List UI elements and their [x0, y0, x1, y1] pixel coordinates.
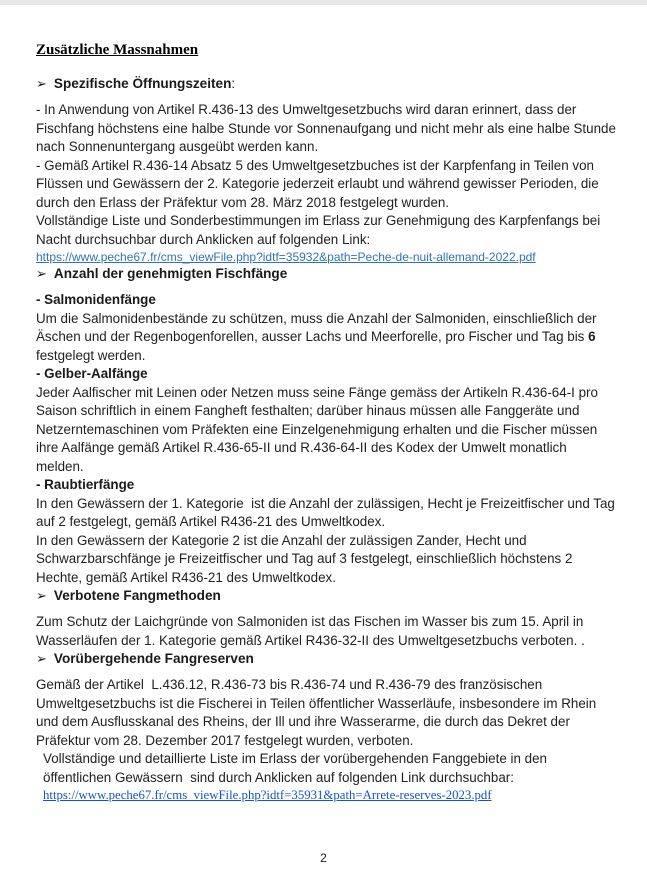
section-heading-forbidden-methods — [36, 587, 617, 605]
section-heading-label: Spezifische Öffnungszeiten — [53, 76, 232, 91]
section-heading-temporary-reserves — [36, 650, 617, 668]
link-line-reserves — [43, 787, 617, 803]
heading-colon: : — [231, 76, 236, 91]
link-line-carp — [36, 249, 617, 265]
paragraph-reserves-decree: Gemäß der Artikel L.436.12, R.436-73 bis R.436-74 und R.436-79 des französischen Umweltgesetzbuchs ist die Fischerei in Teilen öffentlicher Wasserläufe, insbesondere im Rhein und dem Ausflusskanal des Rheins, der Ill und ihre Wasserarme, die durch das Dekret der Präfektur vom 28. Dezember 2017 festgelegt wurden, verboten. — [36, 677, 600, 748]
section-heading-label: Verbotene Fangmethoden — [53, 588, 221, 603]
paragraph-predators-cat2: In den Gewässern der Kategorie 2 ist die Anzahl der zulässigen Zander, Hecht und Schwarzbarschfänge je Freizeitfischer und Tag auf 3 festgelegt, einschließlich höchstens 2 Hechte, gemäß Artikel R436-21 des Umweltkodex. — [36, 532, 577, 585]
paragraph-salmonids — [36, 310, 617, 366]
arrow-bullet-icon: ➢ — [36, 651, 47, 666]
temporary-reserves-link[interactable]: https://www.peche67.fr/cms_viewFile.php?idtf=35931&path=Arrete-reserves-2023.pdf — [43, 788, 492, 802]
page-number: 2 — [320, 851, 327, 865]
reserves-link-block — [36, 750, 617, 803]
paragraph-carp-fishing-rule: - Gemäß Artikel R.436-14 Absatz 5 des Umweltgesetzbuches ist der Karpfenfang in Teilen von Flüssen und Gewässern der 2. Kategorie jederzeit erlaubt und während gewisser Perioden, die durch den Erlass der Präfektur vom 28. März 2018 festgelegt wurden. — [36, 157, 603, 210]
carp-night-fishing-link[interactable]: https://www.peche67.fr/cms_viewFile.php?idtf=35932&path=Peche-de-nuit-allemand-2022.pdf — [36, 250, 536, 264]
paragraph-predators-cat1: In den Gewässern der 1. Kategorie ist die Anzahl der zulässigen, Hecht je Freizeitfischer und Tag auf 2 festgelegt, gemäß Artikel R436-21 des Umweltkodex. — [36, 495, 619, 529]
salmonids-text-before: Um die Salmonidenbestände zu schützen, muss die Anzahl der Salmoniden, einschließlich der Äschen und der Regenbogenforellen, ausser Lachs und Meerforelle, pro Fischer und Tag bis — [36, 310, 601, 344]
arrow-bullet-icon: ➢ — [36, 588, 47, 603]
sub-label-predators: - Raubtierfänge — [36, 477, 135, 492]
arrow-bullet-icon: ➢ — [36, 76, 47, 91]
document-title: Zusätzliche Massnahmen — [36, 42, 199, 58]
sub-label-salmonids: - Salmonidenfänge — [36, 292, 156, 307]
salmonids-text-after: festgelegt werden. — [36, 329, 600, 363]
sub-label-yellow-eel: - Gelber-Aalfänge — [36, 366, 148, 381]
paragraph-reserves-list-note: Vollständige und detaillierte Liste im Erlass der vorübergehenden Fanggebiete in den öffentlichen Gewässern sind durch Anklicken auf folgenden Link durchsuchbar: — [43, 751, 551, 785]
salmonids-limit-value: 6 — [588, 329, 596, 344]
paragraph-sunrise-sunset-rule: - In Anwendung von Artikel R.436-13 des Umweltgesetzbuchs wird daran erinnert, dass der Fischfang höchstens eine halbe Stunde vor Sonnenaufgang und nicht mehr als eine halbe Stunde nach Sonnenuntergang ausgeübt werden kann. — [36, 102, 620, 154]
section-heading-label: Anzahl der genehmigten Fischfänge — [53, 266, 288, 281]
section-heading-label: Vorübergehende Fangreserven — [53, 651, 254, 666]
section-heading-opening-times — [36, 75, 617, 93]
document-content — [0, 5, 647, 803]
section-heading-catch-limits — [36, 265, 617, 283]
paragraph-carp-list-note: Vollständige Liste und Sonderbestimmungen im Erlass zur Genehmigung des Karpfenfangs bei Nacht durchsuchbar durch Anklicken auf folgenden Link: — [36, 213, 604, 247]
paragraph-yellow-eel: Jeder Aalfischer mit Leinen oder Netzen muss seine Fänge gemäss der Artikeln R.436-64-I pro Saison schriftlich in einem Fangheft festhalten; darüber hinaus müssen alle Fanggeräte und Netzerntemaschinen vom Präfekten eine Einzelgenehmigung erhalten und die Fischer müssen ihre Aalfänge gemäß Artikel R.436-65-II und R.436-64-II des Kodex der Umwelt monatlich melden. — [36, 384, 602, 474]
paragraph-spawning-protection: Zum Schutz der Laichgründe von Salmoniden ist das Fischen im Wasser bis zum 15. April in Wasserläufen der 1. Kategorie gemäß Artikel R436-32-II des Umweltgesetzbuchs verboten. . — [36, 614, 588, 648]
arrow-bullet-icon: ➢ — [36, 266, 47, 281]
